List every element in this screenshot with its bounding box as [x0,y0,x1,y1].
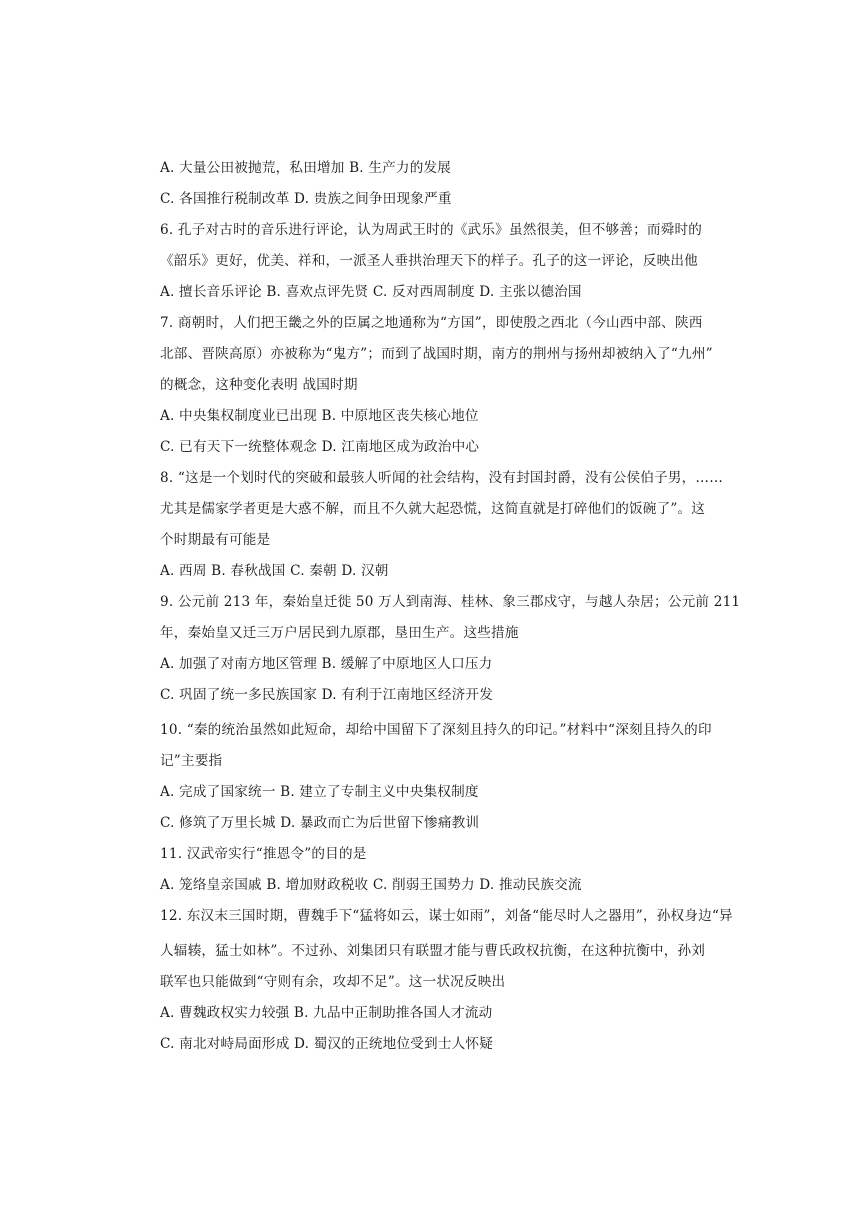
q10-stem-line-2: 记”主要指 [160,753,223,769]
q6-stem-line-2: 《韶乐》更好，优美、祥和，一派圣人垂拱治理天下的样子。孔子的这一评论，反映出他 [160,253,698,269]
q7-options-ab: A. 中央集权制度业已出现 B. 中原地区丧失核心地位 [160,408,479,424]
q7-stem-line-2: 北部、晋陕高原）亦被称为“鬼方”；而到了战国时期，南方的荆州与扬州却被纳入了“九州” [160,346,713,362]
q8-stem-line-3: 个时期最有可能是 [160,532,271,548]
q12-options-cd: C. 南北对峙局面形成 D. 蜀汉的正统地位受到士人怀疑 [160,1036,494,1052]
q12-stem-line-3: 联军也只能做到“守则有余，攻却不足”。这一状况反映出 [160,974,506,990]
q10-options-ab: A. 完成了国家统一 B. 建立了专制主义中央集权制度 [160,784,479,800]
q11-stem: 11. 汉武帝实行“推恩令”的目的是 [160,846,367,862]
q7-stem-line-1: 7. 商朝时，人们把王畿之外的臣属之地通称为“方国”，即使殷之西北（今山西中部、陕西 [160,315,703,331]
q12-stem-line-2: 人辐辏，猛士如林”。不过孙、刘集团只有联盟才能与曹氏政权抗衡，在这种抗衡中，孙刘 [160,943,706,959]
q10-stem-line-1: 10. “秦的统治虽然如此短命，却给中国留下了深刻且持久的印记。”材料中“深刻且持久的印 [160,722,712,738]
q9-options-ab: A. 加强了对南方地区管理 B. 缓解了中原地区人口压力 [160,656,493,672]
q9-stem-line-1: 9. 公元前 213 年，秦始皇迁徙 50 万人到南海、桂林、象三郡戍守，与越人杂居；公元前 211 [160,594,741,610]
q12-stem-line-1: 12. 东汉末三国时期，曹魏手下“猛将如云，谋士如雨”，刘备“能尽时人之器用”，孙权身边“异 [160,908,733,924]
q6-options: A. 擅长音乐评论 B. 喜欢点评先贤 C. 反对西周制度 D. 主张以德治国 [160,284,582,300]
q5-options-ab: A. 大量公田被抛荒，私田增加 B. 生产力的发展 [160,160,452,176]
q12-options-ab: A. 曹魏政权实力较强 B. 九品中正制助推各国人才流动 [160,1005,493,1021]
q10-options-cd: C. 修筑了万里长城 D. 暴政而亡为后世留下惨痛教训 [160,815,480,831]
q11-options: A. 笼络皇亲国戚 B. 增加财政税收 C. 削弱王国势力 D. 推动民族交流 [160,877,582,893]
q8-options: A. 西周 B. 春秋战国 C. 秦朝 D. 汉朝 [160,563,389,579]
q6-stem-line-1: 6. 孔子对古时的音乐进行评论，认为周武王时的《武乐》虽然很美，但不够善；而舜时的 [160,222,703,238]
q5-options-cd: C. 各国推行税制改革 D. 贵族之间争田现象严重 [160,191,452,207]
q8-stem-line-1: 8. “这是一个划时代的突破和最骇人听闻的社会结构，没有封国封爵，没有公侯伯子男，…… [160,470,723,486]
q7-stem-line-3: 的概念，这种变化表明 战国时期 [160,377,358,393]
q8-stem-line-2: 尤其是儒家学者更是大惑不解，而且不久就大起恐慌，这简直就是打碎他们的饭碗了”。这 [160,501,706,517]
page-content [160,158,741,1065]
q7-options-cd: C. 已有天下一统整体观念 D. 江南地区成为政治中心 [160,439,480,455]
q9-stem-line-2: 年，秦始皇又迁三万户居民到九原郡，垦田生产。这些措施 [160,625,519,641]
q9-options-cd: C. 巩固了统一多民族国家 D. 有利于江南地区经济开发 [160,687,494,703]
